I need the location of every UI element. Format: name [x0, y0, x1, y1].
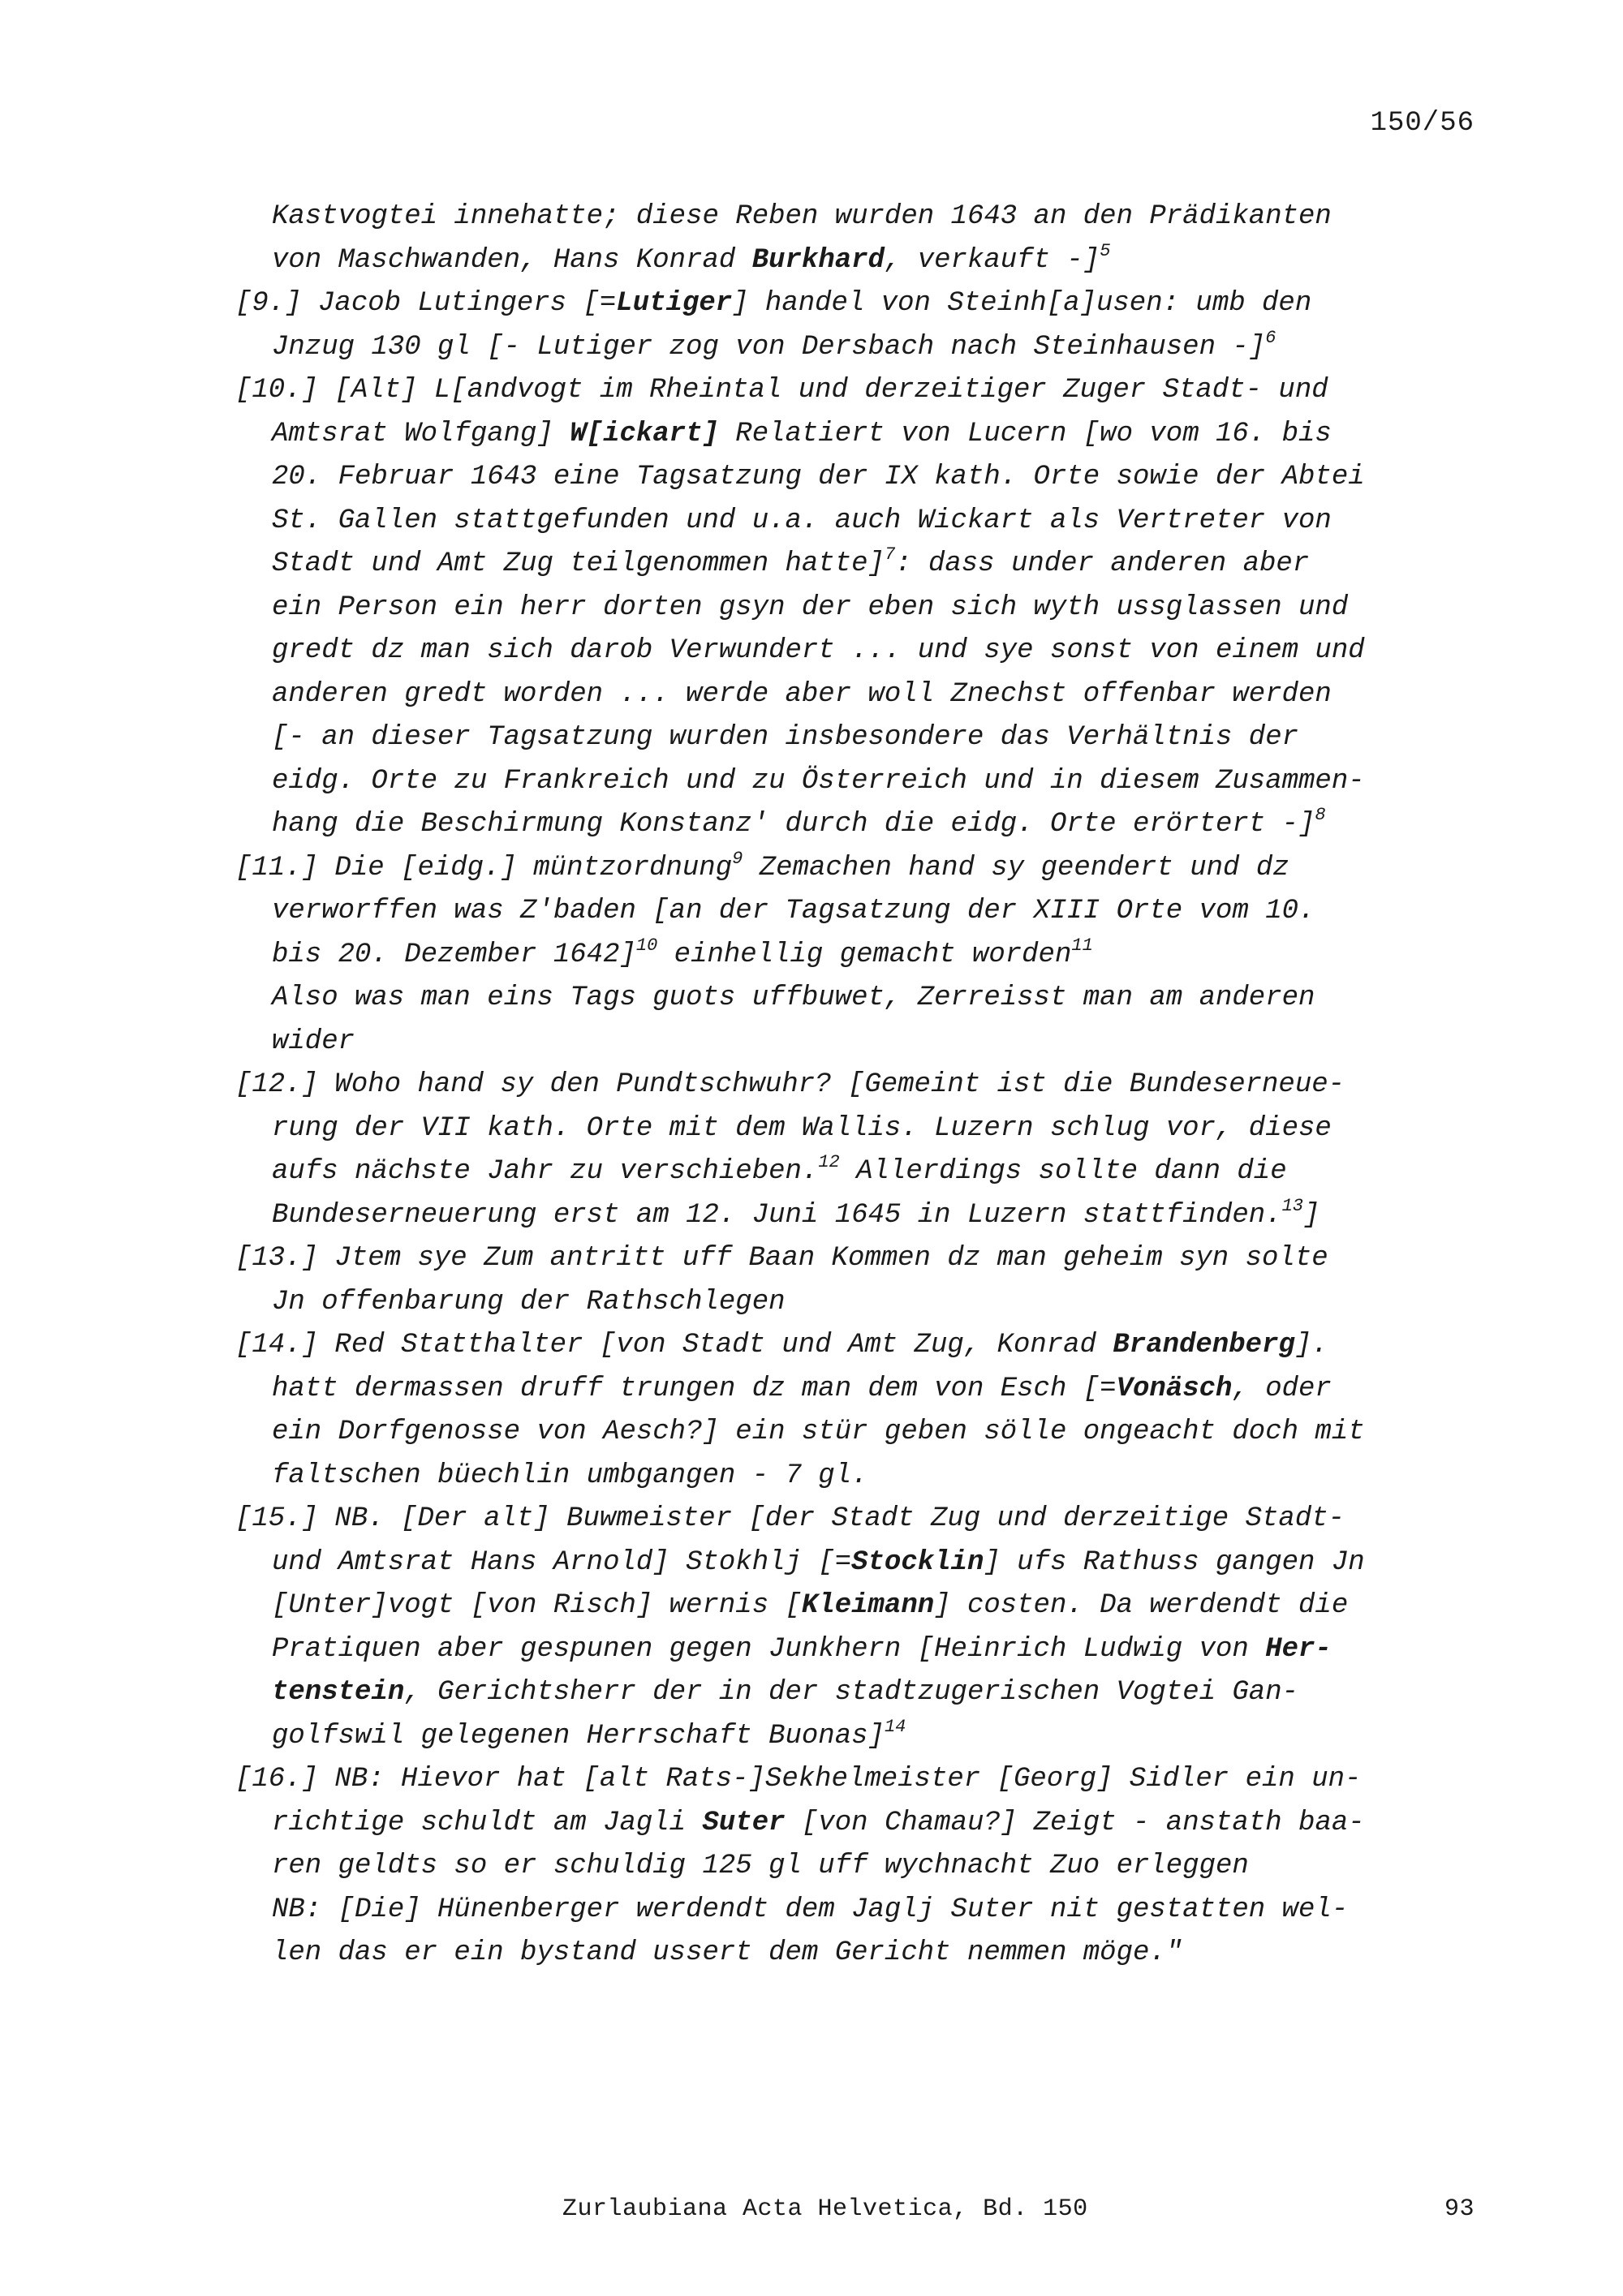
page-reference: 150/56 — [1370, 108, 1474, 139]
footnote-ref: 11 — [1071, 935, 1093, 956]
text-line: rung der VII kath. Orte mit dem Wallis. Luzern schlug vor, diese — [272, 1112, 1332, 1144]
text-line: eidg. Orte zu Frankreich und zu Österreich und in diesem Zusammen- — [272, 765, 1365, 797]
text-line: richtige schuldt am Jagli Suter [von Chamau?] Zeigt - anstath baa- — [272, 1807, 1365, 1838]
footnote-ref: 5 — [1100, 240, 1111, 261]
text-line: [9.] Jacob Lutingers [=Lutiger] handel von Steinh[a]usen: umb den — [235, 288, 1312, 319]
footnote-ref: 8 — [1315, 805, 1326, 825]
footnote-ref: 14 — [884, 1716, 906, 1737]
entry-number: [12.] — [235, 1069, 319, 1100]
entry-number: [14.] — [235, 1330, 319, 1361]
entry-number: [15.] — [235, 1503, 319, 1534]
text-line: tenstein, Gerichtsherr der in der stadtzugerischen Vogtei Gan- — [272, 1677, 1299, 1708]
text-line: ein Dorfgenosse von Aesch?] ein stür geben sölle ongeacht doch mit — [272, 1417, 1365, 1447]
text-line: NB: [Die] Hünenberger werdendt dem Jaglj Suter nit gestatten wel- — [272, 1894, 1349, 1925]
entry-number: [10.] — [235, 375, 319, 406]
name-vonaesch: Vonäsch — [1116, 1373, 1233, 1404]
text-line: und Amtsrat Hans Arnold] Stokhlj [=Stocklin] ufs Rathuss gangen Jn — [272, 1546, 1365, 1578]
entry-number: [11.] — [235, 852, 319, 884]
text-line: bis 20. Dezember 1642]$^{10}$ einhellig gemacht worden$^{11}$ — [272, 935, 1093, 970]
name-kleimann: Kleimann — [801, 1590, 935, 1621]
text-line: [16.] NB: Hievor hat [alt Rats-]Sekhelmeister [Georg] Sidler ein un- — [235, 1764, 1362, 1795]
name-burkhard: Burkhard — [751, 244, 885, 276]
entry-number: [16.] — [235, 1764, 319, 1795]
text-line: ein Person ein herr dorten gsyn der eben sich wyth ussglassen und — [272, 591, 1349, 623]
text-line: 20. Februar 1643 eine Tagsatzung der IX kath. Orte sowie der Abtei — [272, 462, 1365, 492]
name-wickart: W[ickart] — [570, 418, 719, 449]
text-line: [- an dieser Tagsatzung wurden insbesondere das Verhältnis der — [272, 722, 1299, 753]
text-line: faltschen büechlin umbgangen - 7 gl. — [272, 1460, 868, 1491]
text-line: Kastvogtei innehatte; diese Reben wurden 1643 an den Prädikanten — [272, 201, 1332, 232]
text-line: [12.] Woho hand sy den Pundtschwuhr? [Gemeint ist die Bundeserneue- — [235, 1069, 1345, 1100]
footnote-ref: 12 — [818, 1152, 840, 1172]
entry-14 — [235, 1324, 1501, 1498]
text-line: Pratiquen aber gespunen gegen Junkhern [Heinrich Ludwig von Her- — [272, 1633, 1332, 1665]
text-line: hang die Beschirmung Konstanz' durch die eidg. Orte erörtert -]$^8$ — [272, 805, 1326, 840]
footer-title: Zurlaubiana Acta Helvetica, Bd. 150 — [562, 2195, 1088, 2223]
text-line: [14.] Red Statthalter [von Stadt und Amt Zug, Konrad Brandenberg]. — [235, 1330, 1328, 1361]
footnote-ref: 9 — [732, 848, 743, 869]
name-hertenstein-part1: Her- — [1265, 1633, 1332, 1665]
footnote-ref: 6 — [1265, 327, 1276, 348]
name-hertenstein-part2: tenstein — [272, 1677, 405, 1708]
entry-12 — [235, 1064, 1501, 1237]
text-line: [Unter]vogt [von Risch] wernis [Kleimann] costen. Da werdendt die — [272, 1590, 1349, 1621]
entry-11 — [235, 847, 1501, 1064]
text-line: gredt dz man sich darob Verwundert ... und sye sonst von einem und — [272, 635, 1365, 666]
text-line: von Maschwanden, Hans Konrad Burkhard, verkauft -]$^5$ — [272, 240, 1111, 276]
text-line: len das er ein bystand ussert dem Gericht nemmen möge." — [272, 1937, 1183, 1968]
text-line: [15.] NB. [Der alt] Buwmeister [der Stadt Zug und derzeitige Stadt- — [235, 1503, 1345, 1534]
footnote-ref: 13 — [1281, 1195, 1304, 1216]
page-number: 93 — [1444, 2195, 1474, 2223]
text-line: [13.] Jtem sye Zum antritt uff Baan Kommen dz man geheim syn solte — [235, 1243, 1328, 1274]
name-stocklin: Stocklin — [851, 1546, 984, 1578]
text-line: Amtsrat Wolfgang] W[ickart] Relatiert von Lucern [wo vom 16. bis — [272, 418, 1332, 449]
entry-13 — [235, 1237, 1501, 1324]
text-line: [11.] Die [eidg.] müntzordnung$^9$ Zemachen hand sy geendert und dz — [235, 848, 1289, 884]
footnote-ref: 10 — [635, 935, 658, 956]
name-suter: Suter — [702, 1807, 786, 1838]
entry-16 — [235, 1758, 1501, 1976]
entry-number: [9.] — [235, 288, 302, 319]
entry-10 — [235, 369, 1501, 847]
entry-number: [13.] — [235, 1243, 319, 1274]
text-line: anderen gredt worden ... werde aber woll Znechst offenbar werden — [272, 678, 1332, 710]
entry-8-continuation — [235, 196, 1501, 282]
footnote-ref: 7 — [884, 544, 896, 565]
text-line: Also was man eins Tags guots uffbuwet, Zerreisst man am anderen — [272, 982, 1315, 1013]
name-lutiger: Lutiger — [616, 288, 733, 319]
text-line: wider — [272, 1025, 355, 1057]
name-brandenberg: Brandenberg — [1113, 1330, 1295, 1361]
text-line: Jn offenbarung der Rathschlegen — [272, 1286, 786, 1318]
text-line: St. Gallen stattgefunden und u.a. auch Wickart als Vertreter von — [272, 505, 1332, 536]
entry-9 — [235, 282, 1501, 369]
text-line: aufs nächste Jahr zu verschieben.$^{12}$ Allerdings sollte dann die — [272, 1152, 1287, 1187]
text-line: golfswil gelegenen Herrschaft Buonas]$^{14}$ — [272, 1716, 906, 1752]
text-line: verworffen was Z'baden [an der Tagsatzung der XIII Orte vom 10. — [272, 896, 1315, 927]
text-line: Bundeserneuerung erst am 12. Juni 1645 in Luzern stattfinden.$^{13}$] — [272, 1195, 1320, 1231]
text-line: [10.] [Alt] L[andvogt im Rheintal und derzeitiger Zuger Stadt- und — [235, 375, 1328, 406]
text-line: ren geldts so er schuldig 125 gl uff wychnacht Zuo erleggen — [272, 1851, 1249, 1881]
document-body — [235, 196, 1501, 1976]
text-line: Stadt und Amt Zug teilgenommen hatte]$^7$: dass under anderen aber — [272, 544, 1310, 579]
text-line: hatt dermassen druff trungen dz man dem von Esch [=Vonäsch, oder — [272, 1373, 1332, 1404]
entry-15 — [235, 1498, 1501, 1758]
text-line: Jnzug 130 gl [- Lutiger zog von Dersbach nach Steinhausen -]$^6$ — [272, 327, 1276, 363]
